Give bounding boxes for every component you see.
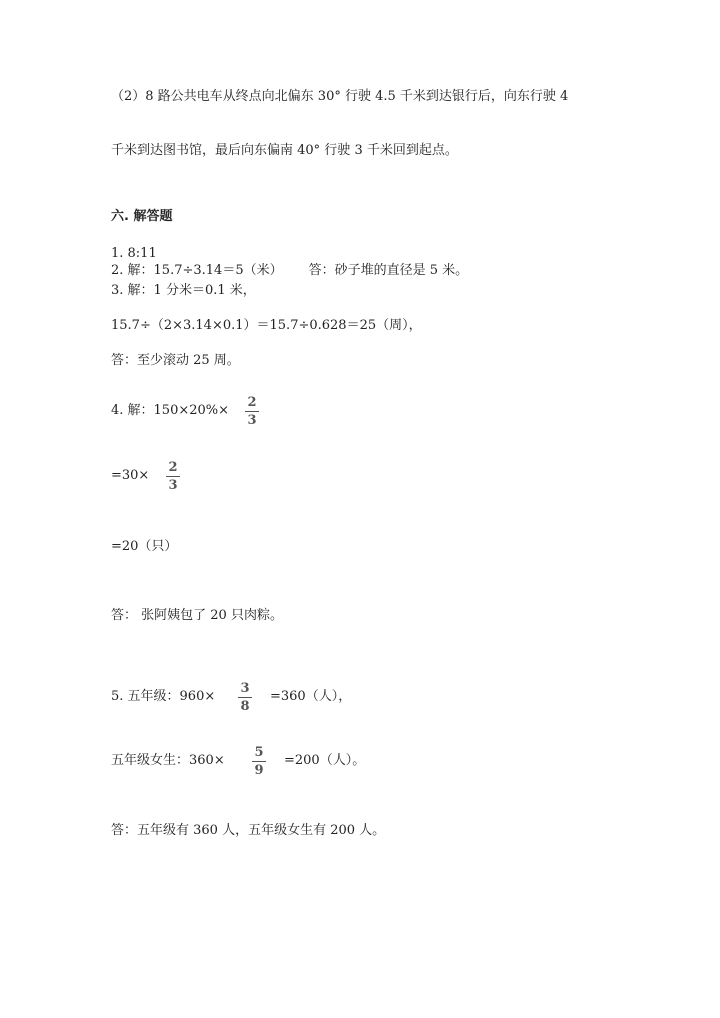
answer-5-line3: 答：五年级有 360 人，五年级女生有 200 人。	[111, 823, 386, 838]
answer-5-line1-right: =360（人），	[270, 689, 352, 704]
fraction-denominator: 9	[254, 763, 264, 778]
answer-3-line2: 15.7÷（2×3.14×0.1）＝15.7÷0.628＝25（周），	[111, 318, 422, 333]
fraction-numerator: 5	[254, 745, 264, 760]
fraction-bar	[252, 761, 266, 762]
answer-4-line2: =30×	[111, 468, 150, 483]
answer-5-line2-left: 五年级女生：360×	[111, 753, 225, 768]
fraction-numerator: 3	[240, 681, 250, 696]
answer-5-fraction-2	[252, 746, 266, 778]
answer-4-fraction-1	[245, 396, 259, 428]
fraction-numerator: 2	[247, 395, 257, 410]
answer-4-line3: =20（只）	[111, 539, 178, 554]
fraction-bar	[245, 411, 259, 412]
answer-1: 1. 8:11	[111, 246, 157, 261]
fraction-denominator: 3	[168, 478, 178, 493]
answer-4-fraction-2	[166, 461, 180, 493]
fraction-numerator: 2	[168, 460, 178, 475]
answer-5-line2-right: =200（人）。	[284, 753, 366, 768]
fraction-denominator: 8	[240, 699, 250, 714]
problem2-line1: （2）8 路公共电车从终点向北偏东 30° 行驶 4.5 千米到达银行后，向东行驶 4	[111, 89, 569, 104]
fraction-bar	[238, 697, 252, 698]
fraction-denominator: 3	[247, 413, 257, 428]
problem2-line2: 千米到达图书馆，最后向东偏南 40° 行驶 3 千米回到起点。	[111, 143, 458, 158]
answer-4-line1: 4. 解：150×20%×	[111, 403, 230, 418]
answer-3-line1: 3. 解：1 分米＝0.1 米，	[111, 283, 256, 298]
answer-2-conclusion: 答：砂子堆的直径是 5 米。	[308, 263, 469, 278]
answer-5-fraction-1	[238, 682, 252, 714]
section-title: 六. 解答题	[111, 209, 173, 224]
answer-2	[111, 263, 468, 279]
answer-2-solution: 2. 解：15.7÷3.14＝5（米）	[111, 263, 283, 278]
answer-4-line4: 答： 张阿姨包了 20 只肉粽。	[111, 608, 283, 623]
fraction-bar	[166, 476, 180, 477]
answer-5-line1-left: 5. 五年级：960×	[111, 689, 216, 704]
answer-3-line3: 答：至少滚动 25 周。	[111, 353, 240, 368]
